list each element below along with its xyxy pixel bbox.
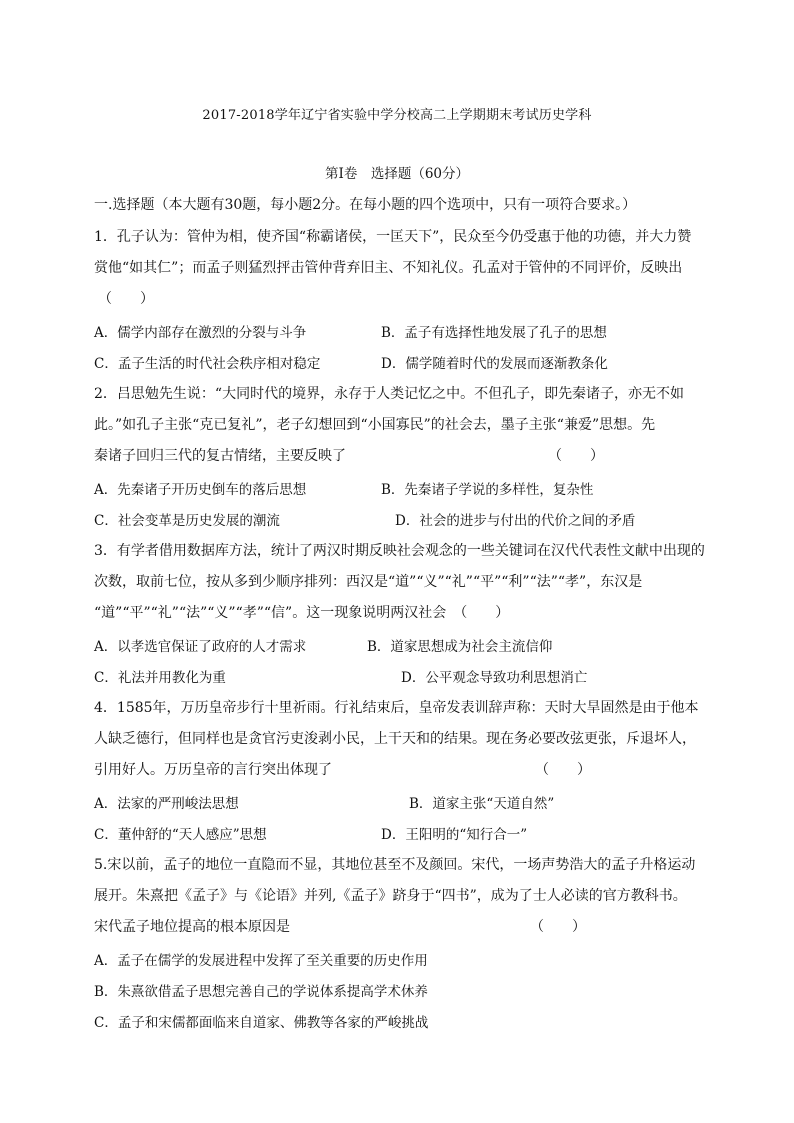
q3-option-c: C．礼法并用教化为重: [94, 670, 226, 686]
q1-line-1: 1．孔子认为：管仲为相，使齐国“称霸诸侯，一匡天下”，民众至今仍受惠于他的功德，并大力赞: [94, 229, 692, 245]
q3-line-2: 次数，取前七位，按从多到少顺序排列：西汉是“道”“义”“礼”“平”“利”“法”“孝”，东汉是: [94, 574, 643, 590]
q1-option-c: C．孟子生活的时代社会秩序相对稳定: [94, 356, 321, 372]
q1-option-d: D．儒学随着时代的发展而逐渐教条化: [381, 356, 608, 372]
q2-answer-bracket: （ ）: [548, 448, 604, 464]
q4-option-c: C．董仲舒的“天人感应”思想: [94, 827, 267, 843]
q4-answer-bracket: （ ）: [535, 762, 591, 778]
q2-option-b: B．先秦诸子学说的多样性，复杂性: [381, 482, 594, 498]
q5-line-2: 展开。朱熹把《孟子》与《论语》并列,《孟子》跻身于“四书”，成为了士人必读的官方教科书。: [94, 888, 687, 904]
section-heading: 第Ⅰ卷 选择题（60分）: [324, 166, 469, 182]
q5-option-b: B．朱熹欲借孟子思想完善自己的学说体系提高学术休养: [94, 984, 428, 1000]
q1-line-2: 赏他“如其仁”；而孟子则猛烈抨击管仲背弃旧主、不知礼仪。孔孟对于管仲的不同评价，反映出: [94, 260, 683, 276]
q1-answer-bracket: （ ）: [98, 291, 154, 307]
q3-option-b: B．道家思想成为社会主流信仰: [367, 639, 553, 655]
q2-option-c: C．社会变革是历史发展的潮流: [94, 513, 280, 529]
q3-line-1: 3．有学者借用数据库方法，统计了两汉时期反映社会观念的一些关键词在汉代代表性文献中出现的: [94, 543, 705, 559]
q3-option-d: D．公平观念导致功利思想消亡: [401, 670, 588, 686]
q2-line-3: 秦诸子回归三代的复古情绪，主要反映了: [94, 448, 346, 464]
q4-option-a: A．法家的严刑峻法思想: [94, 796, 239, 812]
q5-answer-bracket: （ ）: [530, 919, 586, 935]
q1-option-a: A．儒学内部存在激烈的分裂与斗争: [94, 325, 307, 341]
q4-option-b: B．道家主张“天道自然”: [409, 796, 555, 812]
q1-option-b: B．孟子有选择性地发展了孔子的思想: [381, 325, 607, 341]
q2-option-a: A．先秦诸子开历史倒车的落后思想: [94, 482, 307, 498]
q4-option-d: D．王阳明的“知行合一”: [381, 827, 528, 843]
q4-line-2: 人缺乏德行，但同样也是贪官污吏浚剥小民，上干天和的结果。现在务必要改弦更张，斥退坏人，: [94, 731, 696, 747]
q2-option-d: D．社会的进步与付出的代价之间的矛盾: [395, 513, 636, 529]
q5-line-1: 5.宋以前，孟子的地位一直隐而不显，其地位甚至不及颜回。宋代，一场声势浩大的孟子升格运动: [94, 857, 696, 873]
q5-option-a: A．孟子在儒学的发展进程中发挥了至关重要的历史作用: [94, 953, 428, 969]
q3-line-3: “道”“平”“礼”“法”“义”“孝”“信”。这一现象说明两汉社会 （ ）: [94, 605, 510, 621]
q5-option-c: C．孟子和宋儒都面临来自道家、佛教等各家的严峻挑战: [94, 1015, 429, 1031]
exam-title: 2017-2018学年辽宁省实验中学分校高二上学期期末考试历史学科: [202, 108, 592, 123]
instructions: 一.选择题（本大题有30题，每小题2分。在每小题的四个选项中，只有一项符合要求。）: [94, 197, 637, 213]
q2-line-2: 此。”如孔子主张“克已复礼”，老子幻想回到“小国寡民”的社会去，墨子主张“兼爱”思想。先: [94, 417, 656, 433]
q3-option-a: A．以孝选官保证了政府的人才需求: [94, 639, 307, 655]
q4-line-1: 4．1585年，万历皇帝步行十里祈雨。行礼结束后，皇帝发表训辞声称：天时大旱固然是由于他本: [94, 700, 699, 716]
q2-line-1: 2．吕思勉先生说：“大同时代的境界，永存于人类记忆之中。不但孔子，即先秦诸子，亦无不如: [94, 386, 685, 402]
q5-line-3: 宋代孟子地位提高的根本原因是: [94, 919, 290, 935]
q4-line-3: 引用好人。万历皇帝的言行突出体现了: [94, 762, 332, 778]
